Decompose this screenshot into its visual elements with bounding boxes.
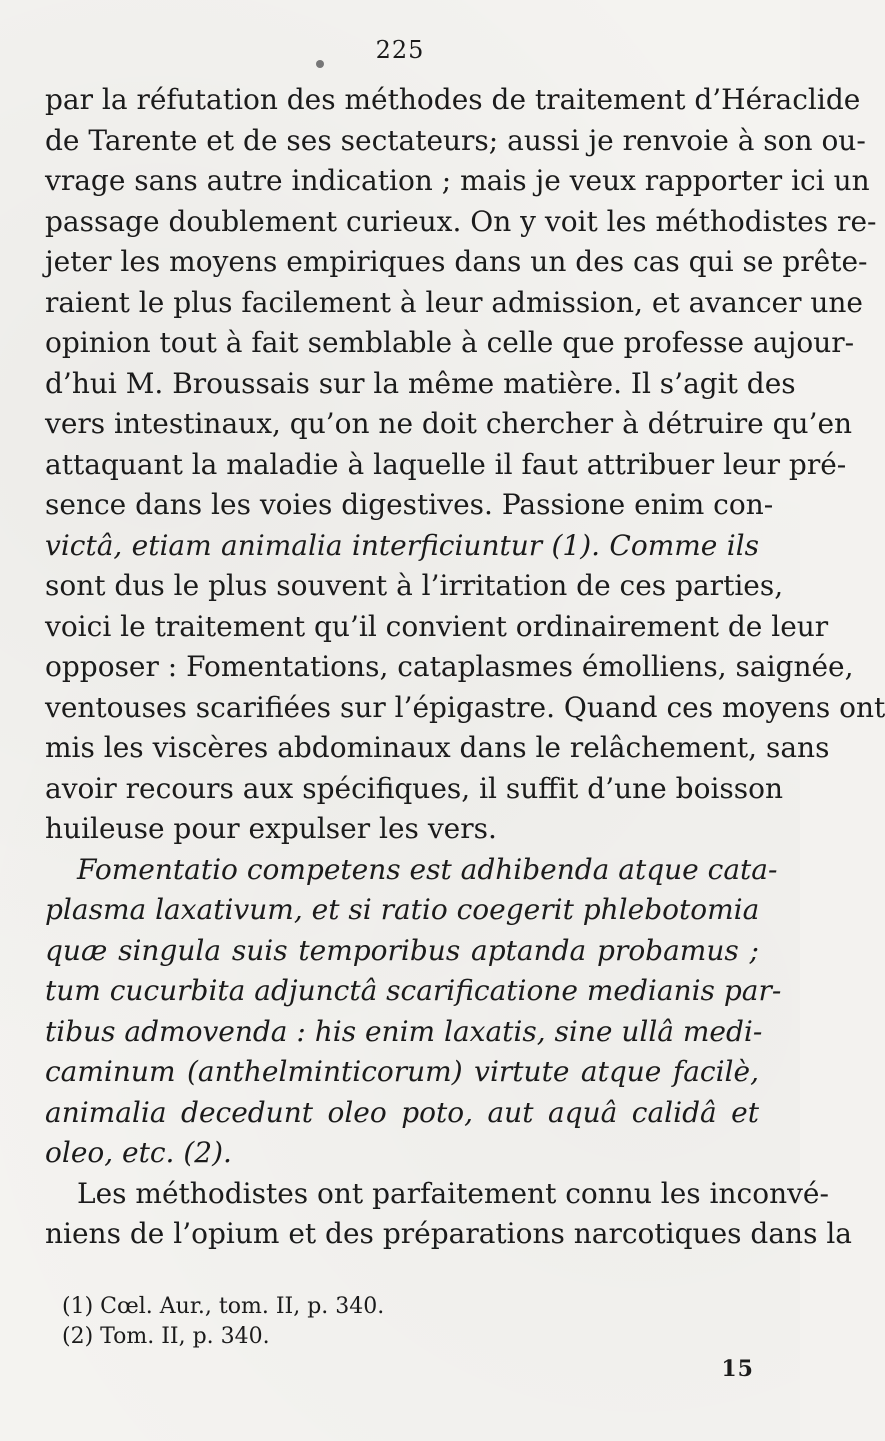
text-line: passage doublement curieux. On y voit les méthodistes re- [45, 204, 877, 238]
signature-mark: 15 [721, 1356, 754, 1382]
latin-quote-line: animalia decedunt oleo poto, aut aquâ calidâ et [45, 1095, 759, 1129]
footnotes [62, 1292, 582, 1352]
text-line: sont dus le plus souvent à l’irritation de ces parties, [45, 569, 784, 602]
text-line: ventouses scarifiées sur l’épigastre. Quand ces moyens ont [45, 690, 885, 724]
latin-quote-line: quæ singula suis temporibus aptanda probamus ; [45, 933, 759, 967]
footnote-1: (1) Cœl. Aur., tom. II, p. 340. [62, 1294, 385, 1319]
text-line: d’hui M. Broussais sur la même matière. Il s’agit des [45, 366, 796, 400]
text-line: opposer : Fomentations, cataplasmes émolliens, saignée, [45, 650, 854, 683]
latin-quote-line: oleo, etc. (2). [45, 1136, 232, 1169]
footnote-2: (2) Tom. II, p. 340. [62, 1324, 270, 1349]
text-line: opinion tout à fait semblable à celle que professe aujour- [45, 326, 855, 359]
page-number: 225 [375, 36, 425, 64]
text-line: mis les viscères abdominaux dans le relâchement, sans [45, 731, 830, 764]
latin-quote-line: tibus admovenda : his enim laxatis, sine ullâ medi- [45, 1014, 763, 1048]
text-line: jeter les moyens empiriques dans un des cas qui se prête- [45, 245, 868, 278]
text-line: voici le traitement qu’il convient ordinairement de leur [45, 609, 829, 643]
text-line: de Tarente et de ses sectateurs; aussi je renvoie à son ou- [45, 123, 866, 157]
latin-quote-line: tum cucurbita adjunctâ scarificatione medianis par- [45, 974, 782, 1007]
main-text [45, 80, 885, 1255]
ink-dot [316, 60, 324, 68]
latin-quote-line: Fomentatio competens est adhibenda atque cata- [77, 852, 778, 886]
text-line: par la réfutation des méthodes de traitement d’Héraclide [45, 83, 861, 116]
text-line: vrage sans autre indication ; mais je veux rapporter ici un [45, 164, 870, 197]
text-line: avoir recours aux spécifiques, il suffit d’une boisson [45, 771, 784, 805]
text-line: vers intestinaux, qu’on ne doit chercher à détruire qu’en [45, 407, 853, 440]
latin-quote-line: plasma laxativum, et si ratio coegerit phlebotomia [45, 893, 760, 926]
text-line: Les méthodistes ont parfaitement connu les inconvé- [77, 1176, 829, 1210]
text-line: raient le plus facilement à leur admission, et avancer une [45, 285, 864, 319]
latin-text-line: victâ, etiam animalia interficiuntur (1). Comme ils [45, 528, 759, 562]
text-line: huileuse pour expulser les vers. [45, 812, 497, 845]
text-line: niens de l’opium et des préparations narcotiques dans la [45, 1217, 852, 1250]
text-line: sence dans les voies digestives. Passione enim con- [45, 488, 774, 521]
latin-quote-line: caminum (anthelminticorum) virtute atque facilè, [45, 1055, 759, 1088]
text-line: attaquant la maladie à laquelle il faut attribuer leur pré- [45, 447, 847, 481]
